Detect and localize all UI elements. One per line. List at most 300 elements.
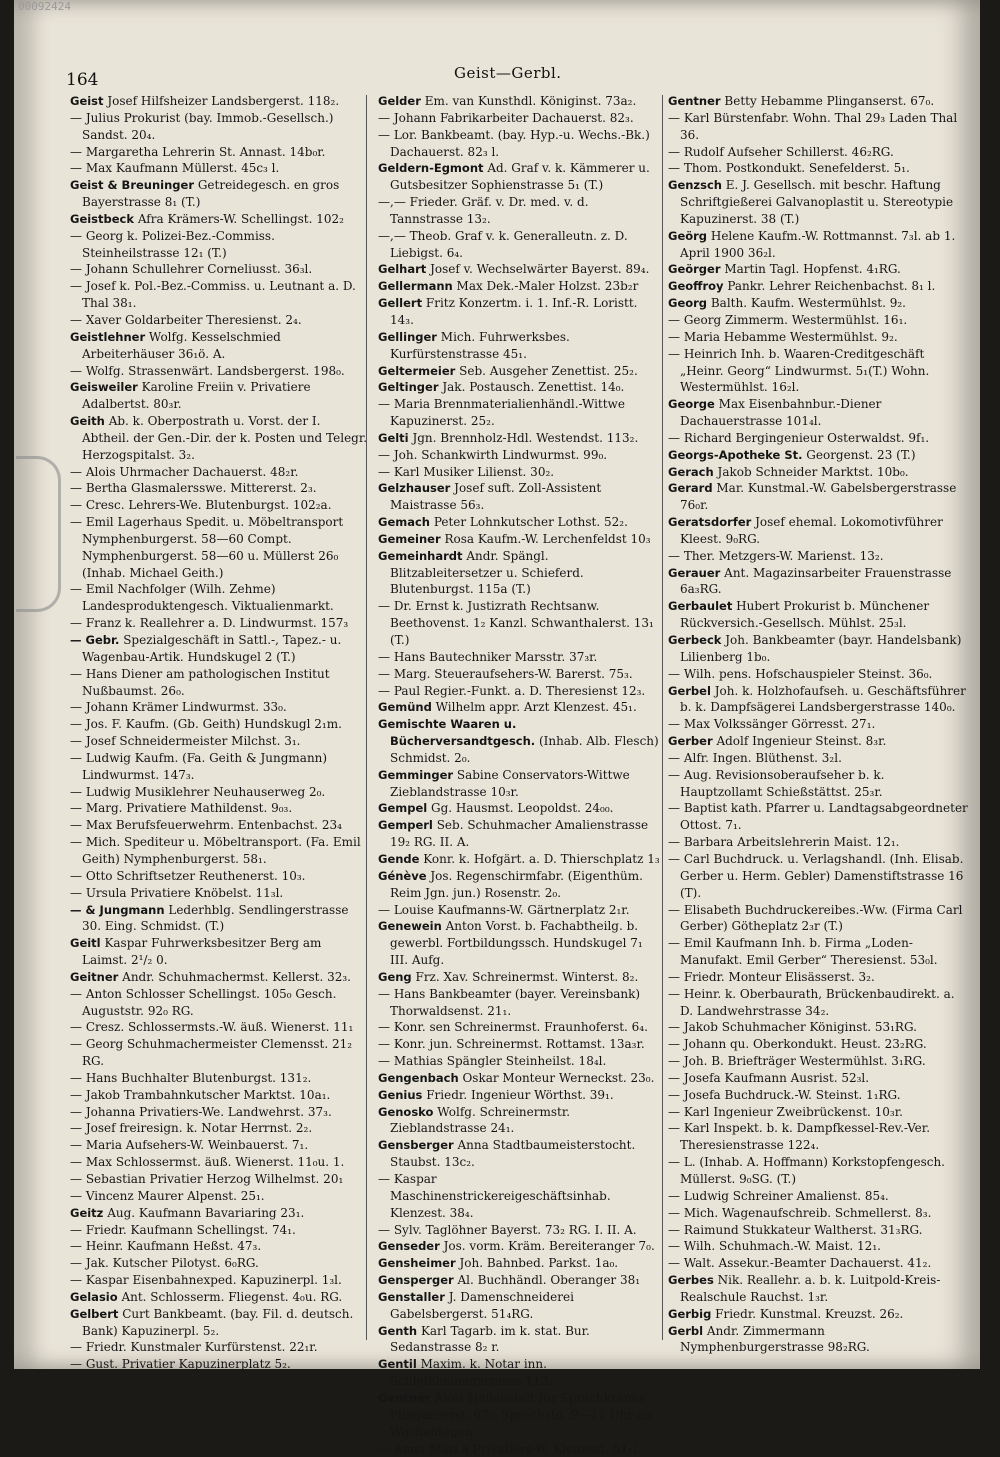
directory-entry — [378, 430, 660, 447]
entry-text: — Lor. Bankbeamt. (bay. Hyp.-u. Wechs.-Bk.) Dachauerst. 82₃ l. — [378, 128, 650, 159]
entry-text: — Friedr. Kunstmaler Kurfürstenst. 22₁r. — [70, 1340, 318, 1354]
entry-surname: Georgs-Apotheke St. — [668, 448, 802, 462]
entry-surname: Geratsdorfer — [668, 515, 751, 529]
entry-text: — Jak. Kutscher Pilotyst. 6₀RG. — [70, 1256, 259, 1270]
entry-surname: Geistlehner — [70, 330, 145, 344]
directory-entry — [70, 969, 368, 986]
page-number: 164 — [66, 70, 98, 90]
directory-entry — [378, 969, 660, 986]
directory-entry — [70, 615, 368, 632]
directory-entry — [668, 1306, 970, 1323]
entry-text: — Johann Schullehrer Corneliusst. 36₃l. — [70, 262, 312, 276]
directory-entry — [668, 346, 970, 397]
directory-entry — [70, 363, 368, 380]
entry-text: Aug. Kaufmann Bavariaring 23₁. — [103, 1206, 304, 1220]
entry-text: — Jakob Trambahnkutscher Marktst. 10a₁. — [70, 1088, 330, 1102]
entry-surname: Geltermeier — [378, 364, 455, 378]
directory-entry — [378, 1070, 660, 1087]
entry-text: Balth. Kaufm. Westermühlst. 9₂. — [707, 296, 906, 310]
directory-entry — [70, 935, 368, 969]
directory-entry — [668, 464, 970, 481]
directory-entry — [378, 278, 660, 295]
entry-text: — Josef Schneidermeister Milchst. 3₁. — [70, 734, 300, 748]
directory-entry — [70, 312, 368, 329]
directory-entry — [378, 531, 660, 548]
entry-text: (Inhab. Alb. Flesch) Schmidst. 2₀. — [390, 734, 659, 765]
directory-entry — [668, 514, 970, 548]
directory-entry — [668, 733, 970, 750]
entry-text: Friedr. Ingenieur Wörthst. 39₁. — [422, 1088, 613, 1102]
directory-entry — [70, 1036, 368, 1070]
directory-entry — [668, 160, 970, 177]
entry-text: — Aug. Revisionsoberaufseher b. k. Hauptzollamt Schießstättst. 25₃r. — [668, 768, 885, 799]
entry-text: — Karl Inspekt. b. k. Dampfkessel-Rev.-Ver. Theresienstrasse 122₄. — [668, 1121, 930, 1152]
entry-text: Martin Tagl. Hopfenst. 4₁RG. — [721, 262, 901, 276]
directory-entry — [70, 228, 368, 262]
entry-surname: Gende — [378, 852, 419, 866]
entry-surname: Gerbes — [668, 1273, 714, 1287]
entry-text: — Maria Brennmaterialienhändl.-Wittwe Kapuzinerst. 25₂. — [378, 397, 625, 428]
entry-text: — Richard Bergingenieur Osterwaldst. 9f₁. — [668, 431, 929, 445]
directory-page — [14, 0, 980, 1369]
entry-text: Seb. Ausgeher Zenettist. 25₂. — [455, 364, 637, 378]
entry-text: Jak. Postausch. Zenettist. 14₀. — [439, 380, 625, 394]
directory-entry — [378, 1289, 660, 1323]
directory-entry — [378, 329, 660, 363]
entry-text: Frz. Xav. Schreinermst. Winterst. 8₂. — [412, 970, 639, 984]
directory-entry — [378, 514, 660, 531]
directory-entry — [668, 312, 970, 329]
column-3 — [668, 93, 970, 1353]
directory-entry — [668, 329, 970, 346]
entry-text: — Friedr. Monteur Elisässerst. 3₂. — [668, 970, 875, 984]
entry-surname: Gentil — [378, 1357, 417, 1371]
directory-entry — [668, 93, 970, 110]
directory-entry — [70, 177, 368, 211]
directory-entry — [378, 261, 660, 278]
entry-text: — Jos. F. Kaufm. (Gb. Geith) Hundskugl 2₁m. — [70, 717, 342, 731]
entry-text: — Paul Regier.-Funkt. a. D. Theresienst 12₃. — [378, 684, 645, 698]
directory-entry — [70, 1356, 368, 1373]
entry-text: Josef ehemal. Lokomotivführer Kleest. 9₀RG. — [680, 515, 943, 546]
entry-text: — Konr. jun. Schreinermst. Rottamst. 13a₃r. — [378, 1037, 645, 1051]
entry-surname: Gellert — [378, 296, 422, 310]
entry-text: Ab. k. Oberpostrath u. Vorst. der I. Abtheil. der Gen.-Dir. der k. Posten und Telegr. Herzogspitalst. 3₂. — [82, 414, 367, 462]
entry-text: — Cresz. Schlossermsts.-W. äuß. Wienerst. 11₁ — [70, 1020, 353, 1034]
directory-entry — [70, 784, 368, 801]
entry-text: — Johanna Privatiers-We. Landwehrst. 37₃. — [70, 1105, 332, 1119]
entry-text: Kaspar Fuhrwerksbesitzer Berg am Laimst. 2¹/₂ 0. — [82, 936, 321, 967]
entry-text: Andr. Zimmermann Nymphenburgerstrasse 98₂RG. — [680, 1324, 870, 1355]
entry-text: Karoline Freiin v. Privatiere Adalbertst. 80₃r. — [82, 380, 311, 411]
directory-entry — [668, 396, 970, 430]
directory-entry — [70, 1154, 368, 1171]
directory-entry — [668, 683, 970, 717]
entry-text: Afra Krämers-W. Schellingst. 102₂ — [134, 212, 344, 226]
directory-entry — [668, 1272, 970, 1306]
entry-text: Anton Vorst. b. Fachabtheilg. b. gewerbl. Fortbildungssch. Hundskugel 7₁ III. Aufg. — [390, 919, 643, 967]
entry-surname: Gengenbach — [378, 1071, 459, 1085]
entry-surname: Genzsch — [668, 178, 722, 192]
entry-text: — Sylv. Taglöhner Bayerst. 73₂ RG. I. II. A. — [378, 1223, 637, 1237]
entry-text: —,— Theob. Graf v. k. Generalleutn. z. D. Liebigst. 6₄. — [378, 229, 628, 260]
entry-text: — Karl Ingenieur Zweibrückenst. 10₃r. — [668, 1105, 903, 1119]
entry-text: — Georg k. Polizei-Bez.-Commiss. Steinheilstrasse 12₁ (T.) — [70, 229, 275, 260]
directory-entry — [378, 817, 660, 851]
entry-surname: Geoffroy — [668, 279, 724, 293]
entry-text: — Hans Buchhalter Blutenburgst. 131₂. — [70, 1071, 311, 1085]
entry-text: Hubert Prokurist b. Münchener Rückversich.-Gesellsch. Mühlst. 25₃l. — [680, 599, 929, 630]
entry-text: E. J. Gesellsch. mit beschr. Haftung Schriftgießerei Galvanoplastit u. Stereotypie Kapuzinerst. 38 (T.) — [680, 178, 953, 226]
entry-text: — Franz k. Reallehrer a. D. Lindwurmst. 157₃ — [70, 616, 348, 630]
entry-text: Spezialgeschäft in Sattl.-, Tapez.- u. Wagenbau-Artik. Hundskugel 2 (T.) — [82, 633, 341, 664]
directory-entry — [70, 1205, 368, 1222]
entry-text: Helene Kaufm.-W. Rottmannst. 7₃l. ab 1. April 1900 36₂l. — [680, 229, 955, 260]
entry-surname: Gelzhauser — [378, 481, 450, 495]
directory-entry — [70, 413, 368, 464]
entry-text: Betty Hebamme Plinganserst. 67₀. — [721, 94, 935, 108]
directory-entry — [668, 177, 970, 228]
directory-entry — [378, 1053, 660, 1070]
directory-entry — [668, 480, 970, 514]
entry-text: — Raimund Stukkateur Waltherst. 31₃RG. — [668, 1223, 923, 1237]
directory-entry — [378, 800, 660, 817]
column-2 — [378, 93, 660, 1353]
entry-surname: Genseder — [378, 1239, 440, 1253]
entry-text: Ant. Schlosserm. Fliegenst. 4₀u. RG. — [118, 1290, 343, 1304]
directory-entry — [70, 1238, 368, 1255]
entry-surname: Gerbel — [668, 684, 711, 698]
paper-clip-shadow — [16, 456, 61, 612]
directory-entry — [70, 868, 368, 885]
directory-entry — [668, 800, 970, 834]
directory-entry — [70, 1087, 368, 1104]
entry-text: — Konr. sen Schreinermst. Fraunhoferst. 6₄. — [378, 1020, 648, 1034]
entry-text: — Wilh. pens. Hofschauspieler Steinst. 36₀. — [668, 667, 932, 681]
directory-entry — [70, 110, 368, 144]
entry-text: Friedr. Kunstmal. Kreuzst. 26₂. — [711, 1307, 903, 1321]
entry-text: Karl Tagarb. im k. stat. Bur. Sedanstrasse 8₂ r. — [390, 1324, 590, 1355]
directory-entry — [668, 986, 970, 1020]
entry-surname: Genewein — [378, 919, 442, 933]
entry-surname: Georg — [668, 296, 707, 310]
entry-text: — Hans Bautechniker Marsstr. 37₃r. — [378, 650, 597, 664]
entry-text: Rosa Kaufm.-W. Lerchenfeldst 10₃ — [441, 532, 651, 546]
entry-surname: Geist — [70, 94, 104, 108]
directory-entry — [70, 800, 368, 817]
entry-surname: Gemischte Waaren u. Bücherversandtgesch. — [378, 717, 535, 748]
entry-surname: Gentner — [668, 94, 721, 108]
directory-entry — [70, 885, 368, 902]
directory-entry — [668, 1070, 970, 1087]
directory-entry — [378, 767, 660, 801]
directory-entry — [378, 1222, 660, 1239]
entry-text: Fritz Konzertm. i. 1. Inf.-R. Loristt. 14₃. — [390, 296, 637, 327]
directory-entry — [70, 379, 368, 413]
entry-surname: Geltinger — [378, 380, 439, 394]
directory-entry — [378, 1087, 660, 1104]
entry-text: Wolfg. Schreinermstr. Zieblandstrasse 24₁. — [390, 1105, 570, 1136]
entry-surname: Génève — [378, 869, 427, 883]
entry-text: — Alfr. Ingen. Blüthenst. 3₂l. — [668, 751, 842, 765]
entry-text: — Karl Musiker Lilienst. 30₂. — [378, 465, 554, 479]
entry-text: — Emil Kaufmann Inh. b. Firma „Loden-Manufakt. Emil Gerber“ Theresienst. 53₀l. — [668, 936, 938, 967]
entry-surname: Gerard — [668, 481, 713, 495]
entry-text: Max Dek.-Maler Holzst. 23b₂r — [453, 279, 639, 293]
entry-text: Pankr. Lehrer Reichenbachst. 8₁ l. — [724, 279, 936, 293]
directory-entry — [70, 1104, 368, 1121]
directory-entry — [378, 986, 660, 1020]
directory-entry — [70, 632, 368, 666]
directory-entry — [70, 1255, 368, 1272]
directory-entry — [378, 110, 660, 127]
entry-text: — Alois Uhrmacher Dachauerst. 48₂r. — [70, 465, 298, 479]
entry-text: — Josefa Buchdruck.-W. Steinst. 1₁RG. — [668, 1088, 901, 1102]
entry-text: Konr. k. Hofgärt. a. D. Thierschplatz 1₃ — [419, 852, 659, 866]
entry-text: Jos. vorm. Kräm. Bereiteranger 7₀. — [440, 1239, 655, 1253]
directory-entry — [70, 716, 368, 733]
entry-surname: Gemünd — [378, 700, 432, 714]
entry-surname: Gellinger — [378, 330, 437, 344]
directory-entry — [378, 1019, 660, 1036]
directory-entry — [668, 1053, 970, 1070]
entry-text: — Mathias Spängler Steinheilst. 18₄l. — [378, 1054, 606, 1068]
directory-entry — [70, 480, 368, 497]
entry-surname: Gelhart — [378, 262, 426, 276]
entry-text: — Hans Bankbeamter (bayer. Vereinsbank) Thorwaldsenst. 21₁. — [378, 987, 640, 1018]
directory-entry — [668, 767, 970, 801]
directory-entry — [378, 295, 660, 329]
entry-text: — Maria Aufsehers-W. Weinbauerst. 7₁. — [70, 1138, 308, 1152]
directory-entry — [378, 1255, 660, 1272]
entry-text: Mich. Fuhrwerksbes. Kurfürstenstrasse 45₁. — [390, 330, 570, 361]
directory-entry — [70, 666, 368, 700]
directory-entry — [70, 160, 368, 177]
directory-entry — [668, 1019, 970, 1036]
entry-surname: Geisweiler — [70, 380, 138, 394]
directory-entry — [70, 1137, 368, 1154]
entry-text: Al. Buchhändl. Oberanger 38₁ — [454, 1273, 640, 1287]
entry-surname: Gempel — [378, 801, 427, 815]
entry-text: — Josef freiresign. k. Notar Herrnst. 2₂. — [70, 1121, 312, 1135]
entry-surname: Gemperl — [378, 818, 433, 832]
directory-entry — [378, 699, 660, 716]
entry-text: — Kaspar Maschinenstrickereigeschäftsinhab. Klenzest. 38₄. — [378, 1172, 611, 1220]
directory-entry — [668, 1222, 970, 1239]
entry-text: Wilhelm appr. Arzt Klenzest. 45₁. — [432, 700, 637, 714]
entry-text: — Elisabeth Buchdruckereibes.-Ww. (Firma Carl Gerber) Götheplatz 2₃r (T.) — [668, 903, 962, 934]
directory-entry — [668, 1104, 970, 1121]
entry-text: — Sebastian Privatier Herzog Wilhelmst. 20₁ — [70, 1172, 343, 1186]
directory-entry — [668, 1087, 970, 1104]
directory-entry — [668, 565, 970, 599]
directory-entry — [70, 211, 368, 228]
entry-surname: Geith — [70, 414, 105, 428]
entry-surname: Gemeiner — [378, 532, 441, 546]
directory-entry — [70, 986, 368, 1020]
entry-surname: Genstaller — [378, 1290, 445, 1304]
entry-surname: George — [668, 397, 715, 411]
entry-text: — Heinr. k. Oberbaurath, Brückenbaudirekt. a. D. Landwehrstrasse 34₂. — [668, 987, 955, 1018]
directory-entry — [378, 1137, 660, 1171]
entry-text: Oskar Monteur Werneckst. 23₀. — [459, 1071, 655, 1085]
entry-surname: Geldern-Egmont — [378, 161, 484, 175]
directory-entry — [378, 851, 660, 868]
entry-text: Josef Hilfsheizer Landsbergerst. 118₂. — [104, 94, 340, 108]
entry-surname: Gerauer — [668, 566, 720, 580]
directory-entry — [668, 834, 970, 851]
directory-entry — [378, 228, 660, 262]
entry-text: — Otto Schriftsetzer Reuthenerst. 10₃. — [70, 869, 306, 883]
directory-entry — [668, 1188, 970, 1205]
entry-text: — Max Schlossermst. äuß. Wienerst. 11₀u. 1. — [70, 1155, 344, 1169]
directory-columns — [70, 93, 970, 1353]
directory-entry — [668, 110, 970, 144]
directory-entry — [378, 1356, 660, 1390]
entry-text: — Ursula Privatiere Knöbelst. 11₃l. — [70, 886, 283, 900]
entry-text: — Marg. Privatiere Mathildenst. 9₀₃. — [70, 801, 292, 815]
running-head: Geist—Gerbl. — [454, 64, 562, 82]
column-1 — [70, 93, 368, 1353]
entry-text: — Dr. Ernst k. Justizrath Rechtsanw. Beethovenst. 1₂ Kanzl. Schwanthalerst. 13₁ (T.) — [378, 599, 654, 647]
directory-entry — [378, 93, 660, 110]
entry-surname: Genosko — [378, 1105, 433, 1119]
directory-entry — [668, 1323, 970, 1357]
directory-entry — [378, 868, 660, 902]
directory-entry — [668, 716, 970, 733]
directory-entry — [378, 918, 660, 969]
directory-entry — [378, 194, 660, 228]
directory-entry — [70, 1171, 368, 1188]
entry-text: — Barbara Arbeitslehrerin Maist. 12₁. — [668, 835, 899, 849]
entry-text: Jakob Schneider Marktst. 10b₀. — [714, 465, 909, 479]
entry-text: Andr. Spängl. Blitzableitersetzer u. Schieferd. Blutenburgst. 115a (T.) — [390, 549, 584, 597]
entry-surname: Gerach — [668, 465, 714, 479]
entry-text: — Carl Buchdruck. u. Verlagshandl. (Inh. Elisab. Gerber u. Herm. Gebler) Damenstiftstrasse 16 (T). — [668, 852, 963, 900]
entry-text: — Walt. Assekur.-Beamter Dachauerst. 41₂. — [668, 1256, 931, 1270]
directory-entry — [378, 1323, 660, 1357]
entry-text: Jgn. Brennholz-Hdl. Westendst. 113₂. — [409, 431, 639, 445]
directory-entry — [70, 902, 368, 936]
directory-entry — [378, 1272, 660, 1289]
directory-entry — [668, 902, 970, 936]
entry-text: — Johann qu. Oberkondukt. Heust. 23₂RG. — [668, 1037, 927, 1051]
directory-entry — [70, 329, 368, 363]
directory-entry — [70, 278, 368, 312]
directory-entry — [378, 1171, 660, 1222]
directory-entry — [668, 598, 970, 632]
directory-entry — [70, 1188, 368, 1205]
directory-entry — [70, 1339, 368, 1356]
entry-text: — Georg Zimmerm. Westermühlst. 16₁. — [668, 313, 907, 327]
directory-entry — [70, 497, 368, 514]
entry-surname: Geist & Breuninger — [70, 178, 194, 192]
entry-text: Mar. Kunstmal.-W. Gabelsbergerstrasse 76₀r. — [680, 481, 956, 512]
entry-surname: Geistbeck — [70, 212, 134, 226]
entry-text: — Mich. Spediteur u. Möbeltransport. (Fa. Emil Geith) Nymphenburgerst. 58₁. — [70, 835, 361, 866]
entry-text: — Kaspar Eisenbahnexped. Kapuzinerpl. 1₃l. — [70, 1273, 342, 1287]
entry-text: — Bertha Glasmalersswe. Mittererst. 2₃. — [70, 481, 317, 495]
entry-text: Georgenst. 23 (T.) — [802, 448, 915, 462]
directory-entry — [70, 750, 368, 784]
entry-surname: Geng — [378, 970, 412, 984]
entry-text: Lederhblg. Sendlingerstrasse 30. Eing. Schmidst. (T.) — [82, 903, 348, 934]
directory-entry — [70, 144, 368, 161]
entry-text: — L. (Inhab. A. Hoffmann) Korkstopfengesch. Müllerst. 9₀SG. (T.) — [668, 1155, 945, 1186]
entry-surname: Geitz — [70, 1206, 103, 1220]
entry-text: — Josefa Kaufmann Ausrist. 52₃l. — [668, 1071, 869, 1085]
directory-entry — [70, 1019, 368, 1036]
entry-text: — Karl Bürstenfabr. Wohn. Thal 29₃ Laden Thal 36. — [668, 111, 957, 142]
directory-entry — [70, 1289, 368, 1306]
directory-entry — [378, 480, 660, 514]
entry-surname: Gemeinhardt — [378, 549, 463, 563]
entry-text: — Vincenz Maurer Alpenst. 25₁. — [70, 1189, 265, 1203]
entry-text: — Max Berufsfeuerwehrm. Entenbachst. 23₄ — [70, 818, 342, 832]
entry-text: — Wilh. Schuhmach.-W. Maist. 12₁. — [668, 1239, 881, 1253]
directory-entry — [378, 1104, 660, 1138]
directory-entry — [668, 295, 970, 312]
directory-entry — [668, 632, 970, 666]
directory-entry — [70, 1222, 368, 1239]
entry-surname: Gellermann — [378, 279, 453, 293]
entry-surname: Gerbig — [668, 1307, 711, 1321]
entry-surname: Gentner — [378, 1391, 431, 1405]
directory-entry — [70, 1272, 368, 1289]
entry-text: Ant. Magazinsarbeiter Frauenstrasse 6a₃RG. — [680, 566, 951, 597]
entry-surname: — & Jungmann — [70, 903, 165, 917]
directory-entry — [378, 666, 660, 683]
directory-entry — [70, 834, 368, 868]
entry-text: — Georg Schuhmachermeister Clemensst. 21₂ RG. — [70, 1037, 352, 1068]
directory-entry — [668, 1255, 970, 1272]
entry-surname: Gelbert — [70, 1307, 118, 1321]
entry-text: — Ther. Metzgers-W. Marienst. 13₂. — [668, 549, 884, 563]
directory-entry — [70, 1070, 368, 1087]
directory-entry — [378, 548, 660, 599]
entry-surname: Geörger — [668, 262, 721, 276]
directory-entry — [378, 1390, 660, 1441]
directory-entry — [378, 598, 660, 649]
entry-text: — Josef k. Pol.-Bez.-Commiss. u. Leutnant a. D. Thal 38₁. — [70, 279, 356, 310]
entry-surname: Gemach — [378, 515, 430, 529]
entry-surname: Geitner — [70, 970, 118, 984]
directory-entry — [378, 160, 660, 194]
directory-entry — [668, 261, 970, 278]
directory-entry — [668, 1205, 970, 1222]
entry-text: Anna Stadtbaumeisterstocht. Staubst. 13c₂. — [390, 1138, 635, 1169]
entry-surname: Genius — [378, 1088, 422, 1102]
entry-text: Gg. Hausmst. Leopoldst. 24₀₀. — [427, 801, 613, 815]
entry-text: — Gust. Privatier Kapuzinerplatz 5₂. — [70, 1357, 291, 1371]
directory-entry — [378, 716, 660, 767]
entry-surname: Geitl — [70, 936, 101, 950]
directory-entry — [70, 699, 368, 716]
entry-text: Seb. Schuhmacher Amalienstrasse 19₂ RG. II. A. — [390, 818, 648, 849]
entry-text: — Johann Krämer Lindwurmst. 33₀. — [70, 700, 287, 714]
entry-text: Wolfg. Kesselschmied Arbeiterhäuser 36₁ö. A. — [82, 330, 281, 361]
directory-entry — [378, 464, 660, 481]
entry-text: — Anton Schlosser Schellingst. 105₀ Gesch. Auguststr. 92₀ RG. — [70, 987, 336, 1018]
entry-surname: Gensperger — [378, 1273, 454, 1287]
directory-entry — [668, 666, 970, 683]
entry-text: Max Eisenbahnbur.-Diener Dachauerstrasse 101₄l. — [680, 397, 881, 428]
entry-text: Ad. Graf v. k. Kämmerer u. Gutsbesitzer Sophienstrasse 5₁ (T.) — [390, 161, 650, 192]
entry-text: Joh. k. Holzhofaufseh. u. Geschäftsführer b. k. Dampfsägerei Landsbergerstrasse 140₀. — [680, 684, 966, 715]
entry-text: —,— Frieder. Gräf. v. Dr. med. v. d. Tannstrasse 13₂. — [378, 195, 589, 226]
directory-entry — [668, 278, 970, 295]
directory-entry — [70, 464, 368, 481]
